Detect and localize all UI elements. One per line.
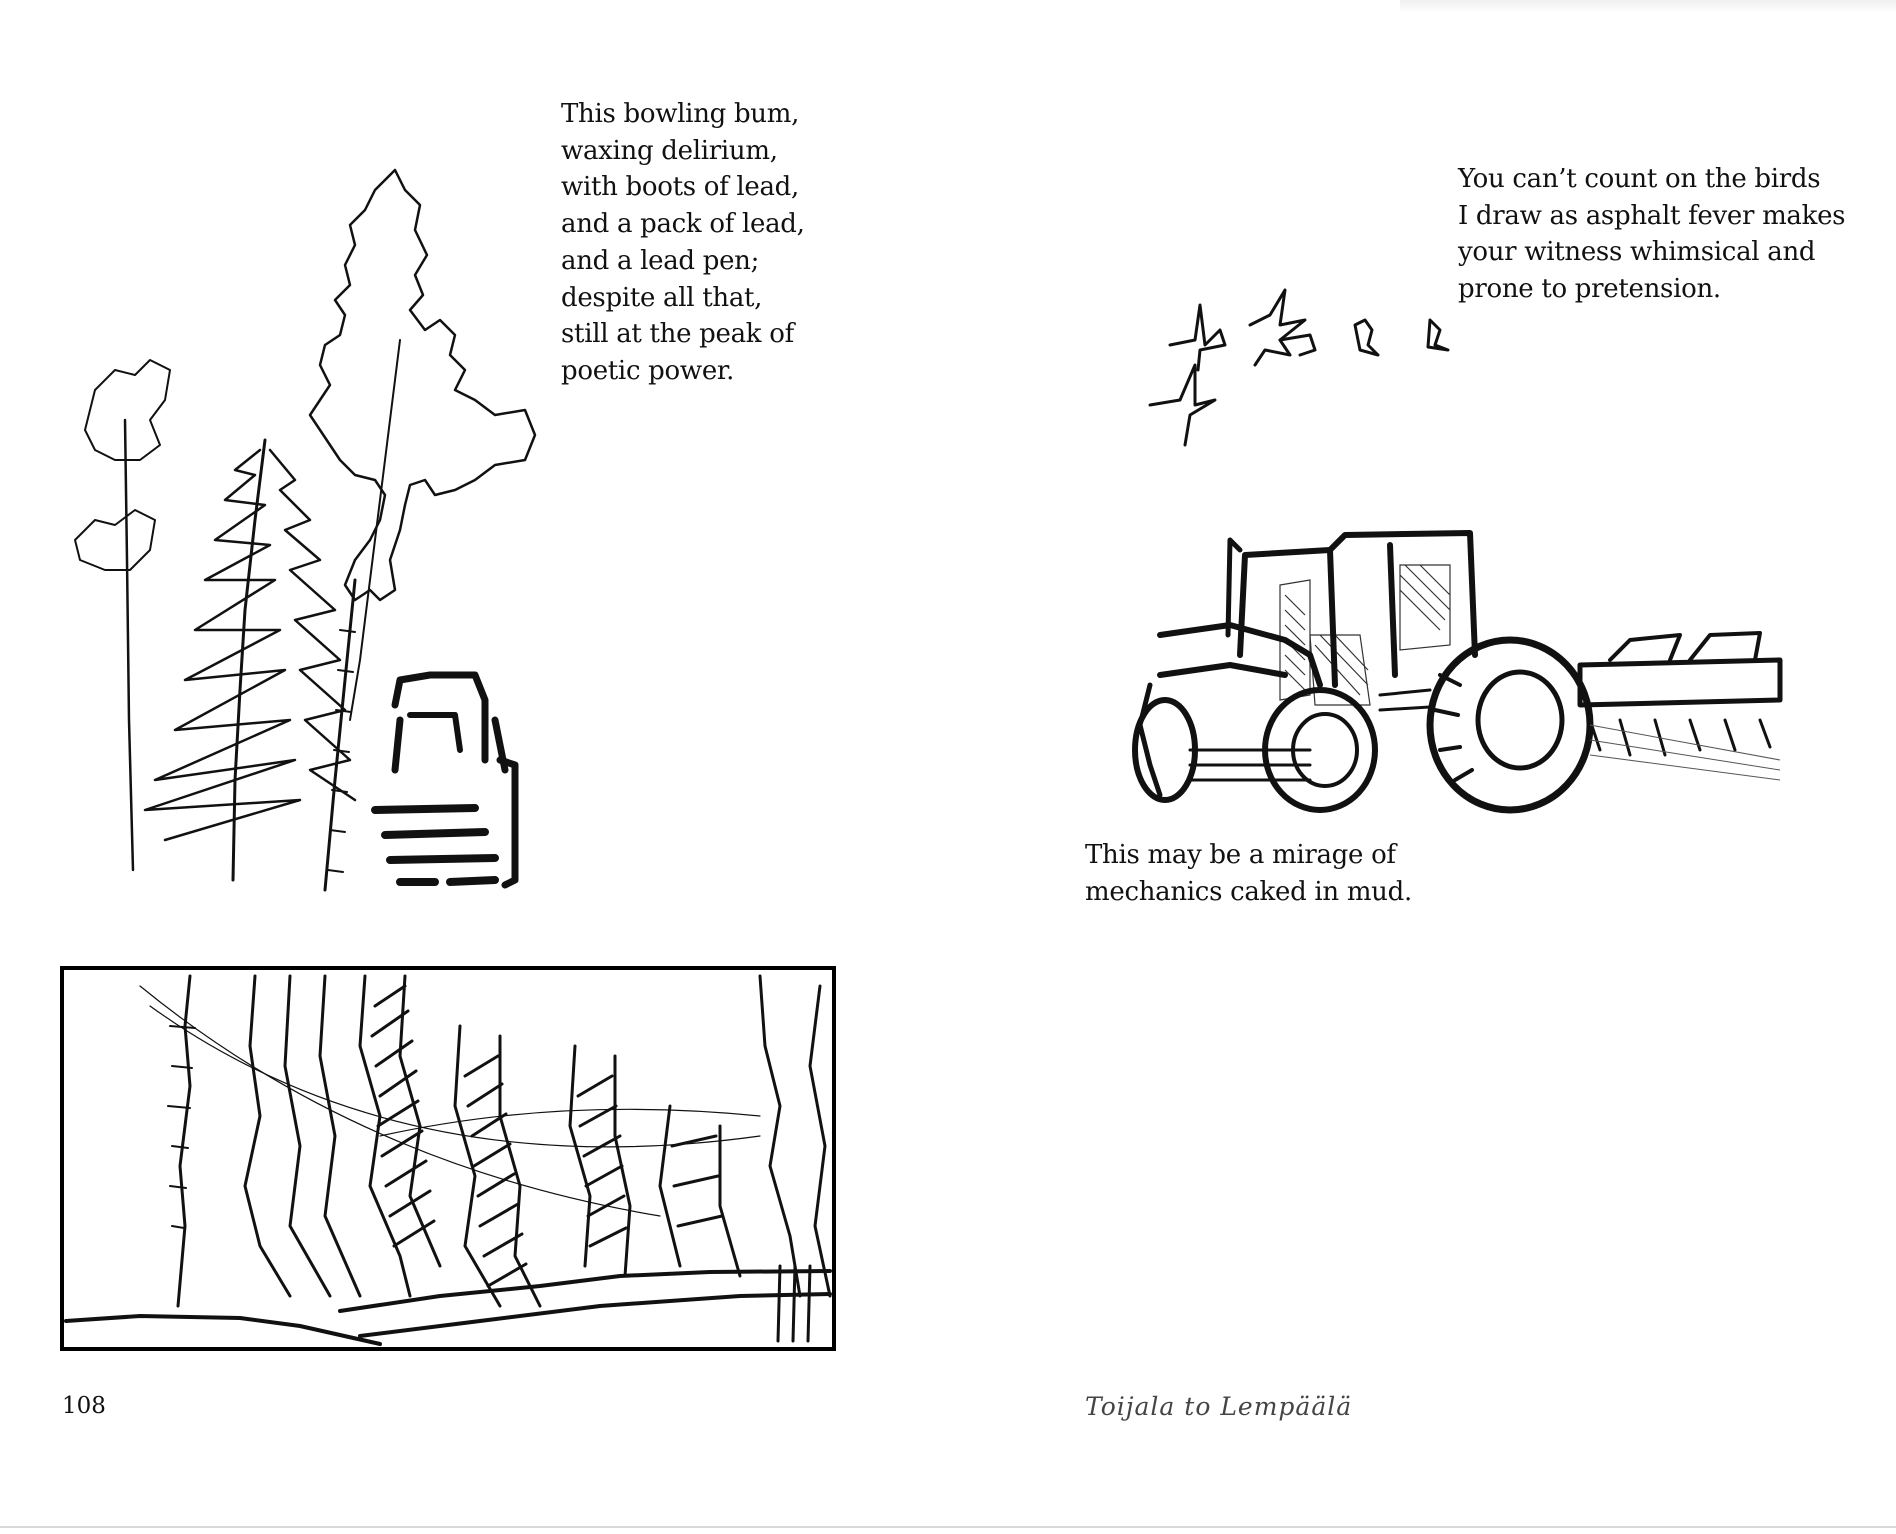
left-poem bbox=[561, 96, 805, 390]
poem-line: and a lead pen; bbox=[561, 245, 760, 276]
poem-line: This may be a mirage of bbox=[1085, 840, 1396, 870]
poem-line: despite all that, bbox=[561, 282, 763, 313]
tractor-sketch bbox=[1110, 525, 1790, 815]
poem-line: This bowling bum, bbox=[561, 99, 800, 129]
bottom-divider bbox=[0, 1526, 1896, 1528]
poem-line: I draw as asphalt fever makes bbox=[1458, 200, 1846, 231]
poem-line: mechanics caked in mud. bbox=[1085, 876, 1412, 907]
poem-line: waxing delirium, bbox=[561, 135, 778, 166]
poem-line: with boots of lead, bbox=[561, 172, 799, 203]
poem-line: and a pack of lead, bbox=[561, 209, 805, 240]
poem-line: still at the peak of bbox=[561, 319, 794, 350]
poem-line: poetic power. bbox=[561, 355, 735, 386]
right-middle-poem bbox=[1085, 837, 1412, 910]
page-number: 108 bbox=[62, 1393, 106, 1419]
birds-sketch bbox=[1140, 285, 1470, 455]
page-edge-shadow bbox=[1400, 0, 1896, 14]
forest-road-framed-sketch bbox=[60, 966, 836, 1351]
poem-line: your witness whimsical and bbox=[1458, 237, 1816, 268]
poem-line: You can’t count on the birds bbox=[1458, 164, 1821, 194]
poem-line: prone to pretension. bbox=[1458, 274, 1721, 305]
running-head: Toijala to Lempäälä bbox=[1085, 1392, 1353, 1421]
right-top-poem bbox=[1458, 161, 1845, 308]
trees-and-car-sketch bbox=[55, 160, 615, 910]
